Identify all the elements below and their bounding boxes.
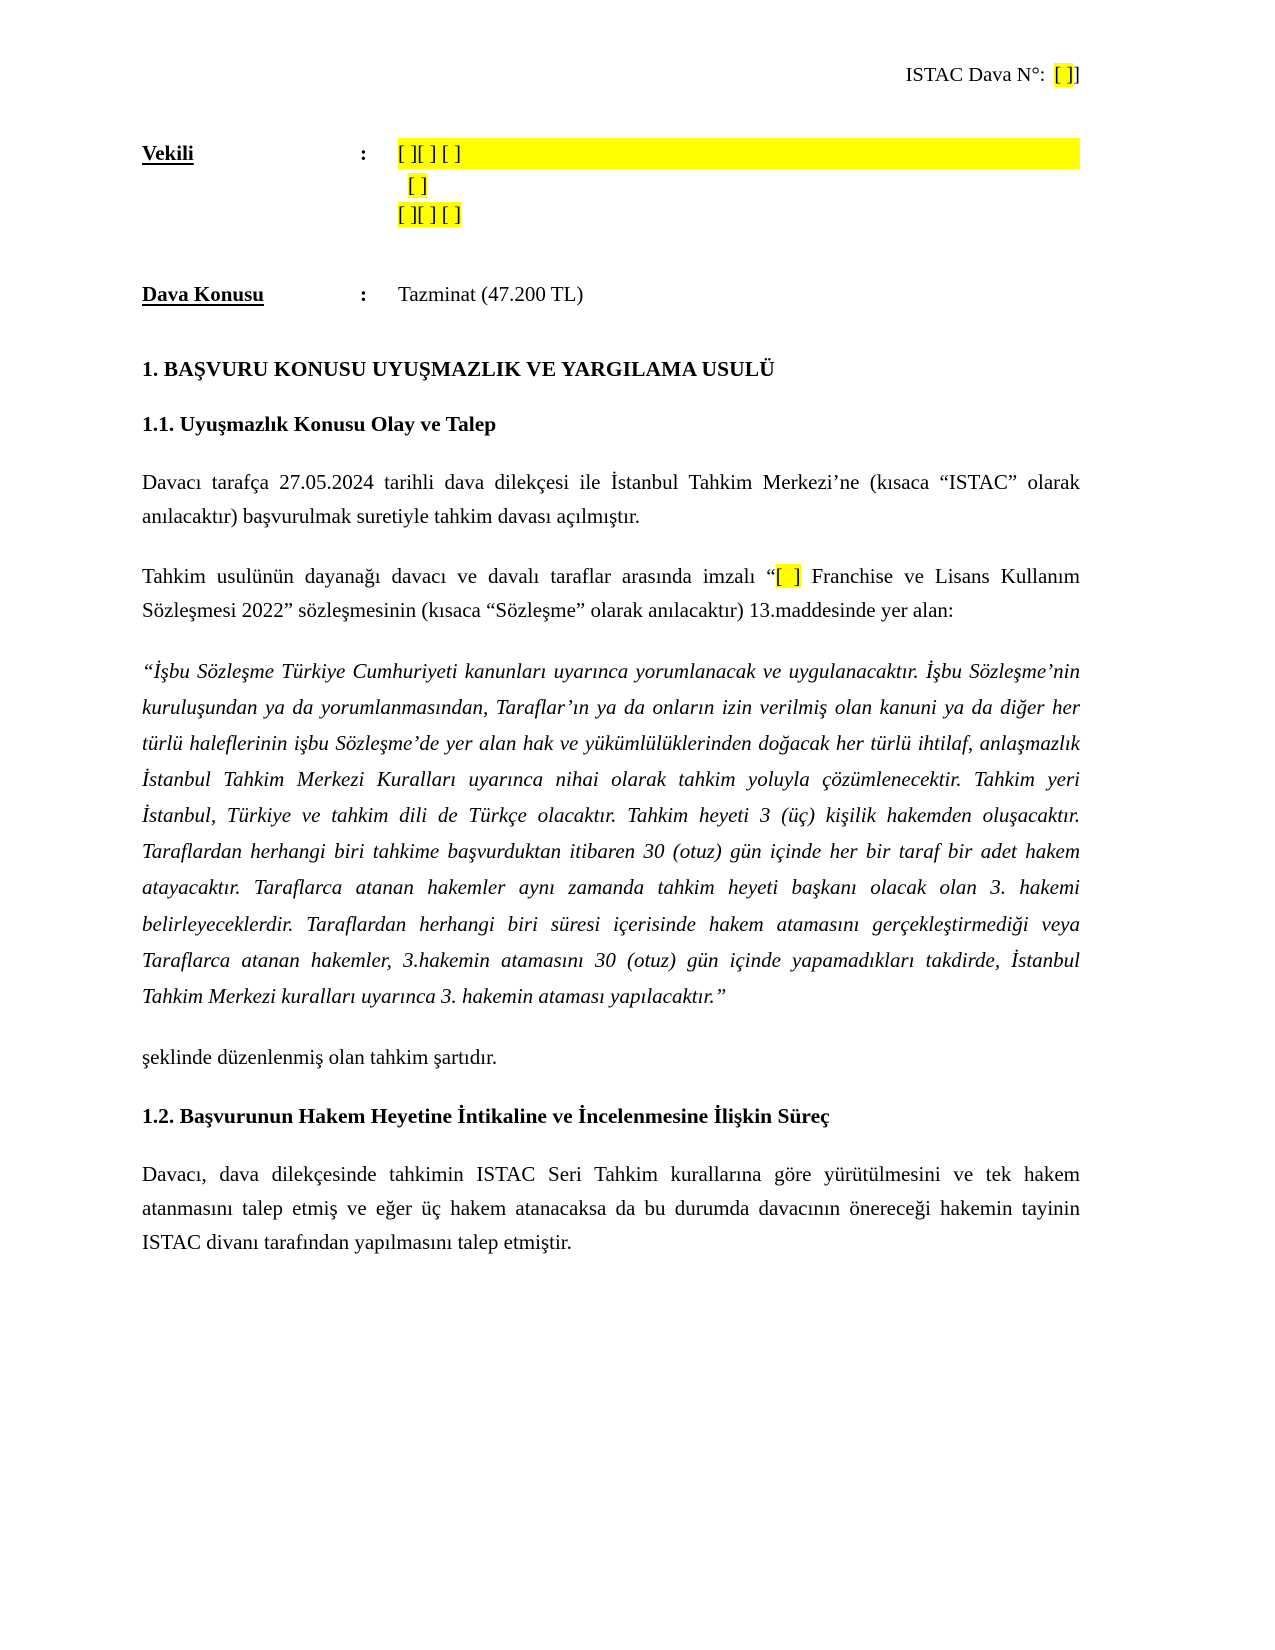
vekili-field-group bbox=[142, 138, 1080, 228]
vekili-colon: : bbox=[360, 140, 367, 165]
paragraph-1-1-4: şeklinde düzenlenmiş olan tahkim şartıdır. bbox=[142, 1044, 498, 1069]
paragraph-text-before-field: Tahkim usulünün dayanağı davacı ve davalı taraflar arasında imzalı “ bbox=[142, 563, 776, 588]
case-number-closing-bracket: ] bbox=[1073, 64, 1080, 86]
arbitration-clause-quote: “İşbu Sözleşme Türkiye Cumhuriyeti kanunları uyarınca yorumlanacak ve uygulanacaktır. İşbu Sözleşme’nin kuruluşundan ya da yorumlanmasından, Taraflar’ın ya da onların izin verilmiş olan kanuni ya da diğer her türlü haleflerinin işbu Sözleşme’de yer alan hak ve yükümlülüklerinden doğacak her türlü ihtilaf, anlaşmazlık İstanbul Tahkim Merkezi Kuralları uyarınca nihai olarak tahkim yoluyla çözümlenecektir. Tahkim yeri İstanbul, Türkiye ve tahkim dili de Türkçe olacaktır. Tahkim heyeti 3 (üç) kişilik hakemden oluşacaktır. Taraflardan herhangi biri tahkime başvurduktan itibaren 30 (otuz) gün içinde her bir taraf bir adet hakem atayacaktır. Taraflarca atanan hakemler aynı zamanda tahkim heyeti başkanı olacak olan 3. hakemi belirleyeceklerdir. Taraflardan herhangi biri süresi içerisinde hakem atamasını gerçekleştirmediği veya Taraflarca atanan hakemler, 3.hakemin atamasını 30 (otuz) gün içinde yapamadıkları takdirde, İstanbul Tahkim Merkezi kuralları uyarınca 3. hakemin ataması yapılacaktır.” bbox=[142, 658, 1080, 1008]
dava-konusu-label: Dava Konusu bbox=[142, 282, 264, 307]
dava-konusu-value: Tazminat (47.200 TL) bbox=[398, 282, 584, 307]
vekili-row bbox=[142, 138, 1080, 170]
dava-konusu-colon: : bbox=[360, 282, 367, 307]
section-spacer bbox=[142, 227, 1080, 279]
vekili-value-line-3: [ ][ ] [ ] bbox=[398, 202, 461, 227]
vekili-line-2-wrap bbox=[142, 169, 1080, 198]
paragraph-1-2-1: Davacı, dava dilekçesinde tahkimin ISTAC Seri Tahkim kurallarına göre yürütülmesini ve tek hakem atanmasını talep etmiş ve eğer üç hakem atanacaksa da bu durumda davacının önereceği hakemin tayinin ISTAC divanı tarafından yapılmasını talep etmiştir. bbox=[142, 1161, 1080, 1254]
dava-konusu-row bbox=[142, 279, 1080, 311]
document-header bbox=[142, 62, 1080, 90]
vekili-value-line-2: [ ] bbox=[408, 173, 428, 198]
vekili-line-3-wrap bbox=[142, 198, 1080, 227]
section-1-heading: 1. BAŞVURU KONUSU UYUŞMAZLIK VE YARGILAMA USULÜ bbox=[142, 356, 775, 381]
case-number-label: ISTAC Dava N°: bbox=[905, 64, 1046, 86]
paragraph-1-1-2 bbox=[142, 559, 1080, 627]
case-number-redacted-field: [ ] bbox=[1054, 64, 1074, 86]
vekili-value-line-1: [ ][ ] [ ] bbox=[398, 138, 1080, 170]
paragraph-text-after-field: Franchise ve Lisans Kullanım Sözleşmesi 2022” sözleşmesinin (kısaca “Sözleşme” olarak anılacaktır) 13.maddesinde yer alan: bbox=[142, 563, 1080, 622]
contract-name-redacted-field: [ ] bbox=[775, 563, 801, 588]
subsection-1-2-heading: 1.2. Başvurunun Hakem Heyetine İntikaline ve İncelenmesine İlişkin Süreç bbox=[142, 1103, 830, 1128]
subsection-1-1-heading: 1.1. Uyuşmazlık Konusu Olay ve Talep bbox=[142, 411, 497, 436]
paragraph-1-1-1: Davacı tarafça 27.05.2024 tarihli dava dilekçesi ile İstanbul Tahkim Merkezi’ne (kısaca “ISTAC” olarak anılacaktır) başvurulmak suretiyle tahkim davası açılmıştır. bbox=[142, 469, 1080, 528]
vekili-label: Vekili bbox=[142, 140, 194, 165]
